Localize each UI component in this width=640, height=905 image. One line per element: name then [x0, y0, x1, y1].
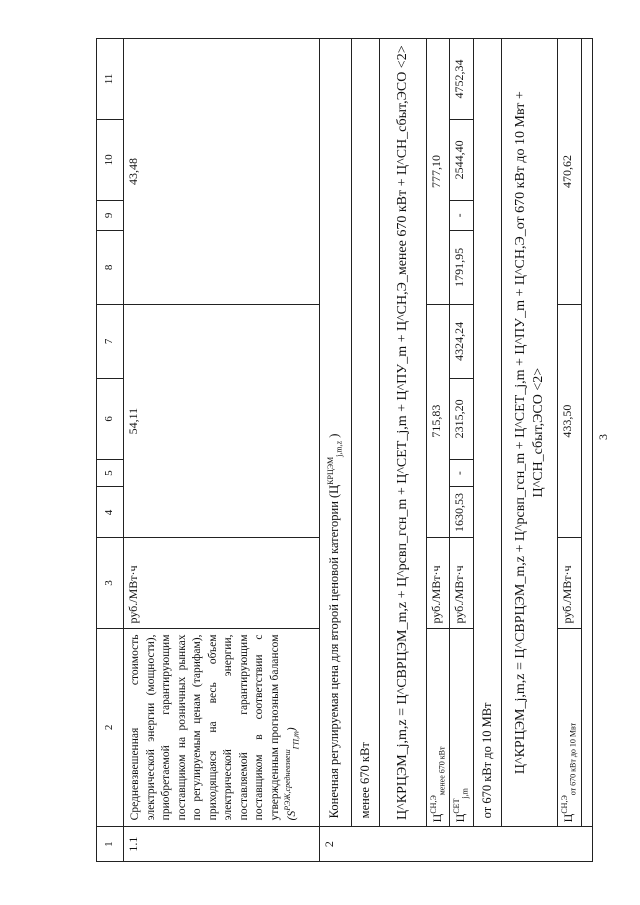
block-less-row-a-label: [426, 628, 449, 827]
col-header-4: 4: [97, 487, 124, 538]
block-less-row-b: [450, 39, 473, 862]
block-less-formula: Ц^КРЦЭМ_j,m,z = Ц^СВРЦЭМ_m,z + Ц^рсвп_гсн_m + Ц^СЕТ_j,m + Ц^ПУ_m + Ц^СН,Э_менее 670 кВт + Ц^СН_сбыт,ЭСО <2>: [380, 39, 427, 827]
row-2-title: [320, 39, 352, 827]
row-1-1-value-b: 43,48: [124, 39, 320, 305]
col-header-2: 2: [97, 628, 124, 827]
row-1-1-value-a: 54,11: [124, 304, 320, 537]
block-less-row-a-value-a: 715,83: [426, 304, 449, 537]
block-less-row-b-c6: 2315,20: [450, 378, 473, 459]
block-less-row-b-label-base: Ц: [453, 813, 468, 823]
col-header-8: 8: [97, 230, 124, 304]
col-header-1: 1: [97, 827, 124, 862]
block-mid-row-a-label-sub: от 670 кВт до 10 Мвт: [568, 722, 578, 796]
block-less-row-a-value-b: 777,10: [426, 39, 449, 305]
block-less-row-a-unit: руб./МВт·ч: [426, 538, 449, 628]
row-1-1-symbol-close: ): [285, 727, 298, 732]
row-1-1-symbol-base: (S: [285, 810, 298, 821]
block-mid-heading-row: [473, 39, 502, 862]
col-header-3: 3: [97, 538, 124, 628]
block-less-row-a: [426, 39, 449, 862]
block-less-row-b-c4: 1630,53: [450, 487, 473, 538]
block-mid-row-a-unit: руб./МВт·ч: [558, 538, 581, 628]
block-less-heading-row: [351, 39, 380, 862]
block-less-row-b-unit: руб./МВт·ч: [450, 538, 473, 628]
col-header-10: 10: [97, 119, 124, 200]
row-2-title-sub: j,m,z: [334, 440, 344, 457]
col-header-7: 7: [97, 304, 124, 378]
block-less-row-b-c5: -: [450, 459, 473, 487]
tariff-table: [96, 38, 593, 862]
block-mid-row-a-label-sup: СН,Э: [560, 795, 570, 814]
block-less-row-b-c10: 2544,40: [450, 119, 473, 200]
row-1-1-symbol-sup: РЭЖ,средневзвеш: [283, 749, 293, 811]
col-header-11: 11: [97, 39, 124, 120]
col-header-6: 6: [97, 378, 124, 459]
row-2-number: 2: [320, 827, 593, 862]
block-mid-row-a-label: [558, 628, 581, 827]
block-mid-row-a-value-b: 470,62: [558, 39, 581, 305]
row-1-1-desc-text: Средневзвешенная стоимость электрической энергии (мощности), приобретаемой гарантирующим поставщиком на розничных рынках по регулируемым ценам (тарифам), приходящаяся на весь объем электрической энергии, поставляемой гарантирующим поставщиком в соответствии с утвержденным прогнозным балансом: [129, 634, 281, 821]
block-less-heading: менее 670 кВт: [351, 39, 380, 827]
block-less-row-a-label-sub: менее 670 кВт: [437, 746, 447, 796]
filler-row: [581, 39, 592, 862]
block-less-row-a-label-sup: СН,Э: [428, 795, 438, 814]
row-2: [320, 39, 352, 862]
row-1-1-symbol-sub: ГП,m: [291, 731, 301, 750]
block-less-row-b-label-sup: СЕТ: [452, 798, 462, 814]
block-less-row-b-c8: 1791,95: [450, 230, 473, 304]
row-1-1-number: 1.1: [124, 827, 320, 862]
block-less-row-a-label-base: Ц: [429, 813, 444, 823]
block-less-row-b-label: [450, 628, 473, 827]
rotated-table-container: [96, 38, 620, 862]
row-1-1: [124, 39, 320, 862]
block-less-row-b-c7: 4324,24: [450, 304, 473, 378]
block-mid-row-a-value-a: 433,50: [558, 304, 581, 537]
block-less-row-b-c9: -: [450, 200, 473, 230]
row-2-title-sup: КРЦЭМ: [326, 456, 335, 485]
block-less-row-b-label-sub: j,m: [460, 788, 470, 799]
header-row: [97, 39, 124, 862]
block-mid-formula: Ц^КРЦЭМ_j,m,z = Ц^СВРЦЭМ_m,z + Ц^рсвп_гсн_m + Ц^СЕТ_j,m + Ц^ПУ_m + Ц^СН,Э_от 670 кВт до 10 Мвт + Ц^СН_сбыт,ЭСО <2>: [502, 39, 558, 827]
block-less-row-b-c11: 4752,34: [450, 39, 473, 120]
block-mid-heading: от 670 кВт до 10 МВт: [473, 39, 502, 827]
row-1-1-symbol: [283, 727, 301, 821]
block-mid-formula-row: [502, 39, 558, 862]
block-less-formula-row: [380, 39, 427, 862]
row-2-title-close: ): [327, 433, 342, 438]
page-number: 3: [596, 434, 610, 440]
col-header-5: 5: [97, 459, 124, 487]
filler-cell: [581, 39, 592, 827]
row-2-title-text: Конечная регулируемая цена для второй ценовой категории (Ц: [327, 484, 342, 819]
block-mid-row-a: [558, 39, 581, 862]
col-header-9: 9: [97, 200, 124, 230]
row-1-1-unit: руб./МВт·ч: [124, 538, 320, 628]
row-1-1-description: [124, 628, 320, 827]
block-mid-row-a-label-base: Ц: [561, 813, 576, 823]
